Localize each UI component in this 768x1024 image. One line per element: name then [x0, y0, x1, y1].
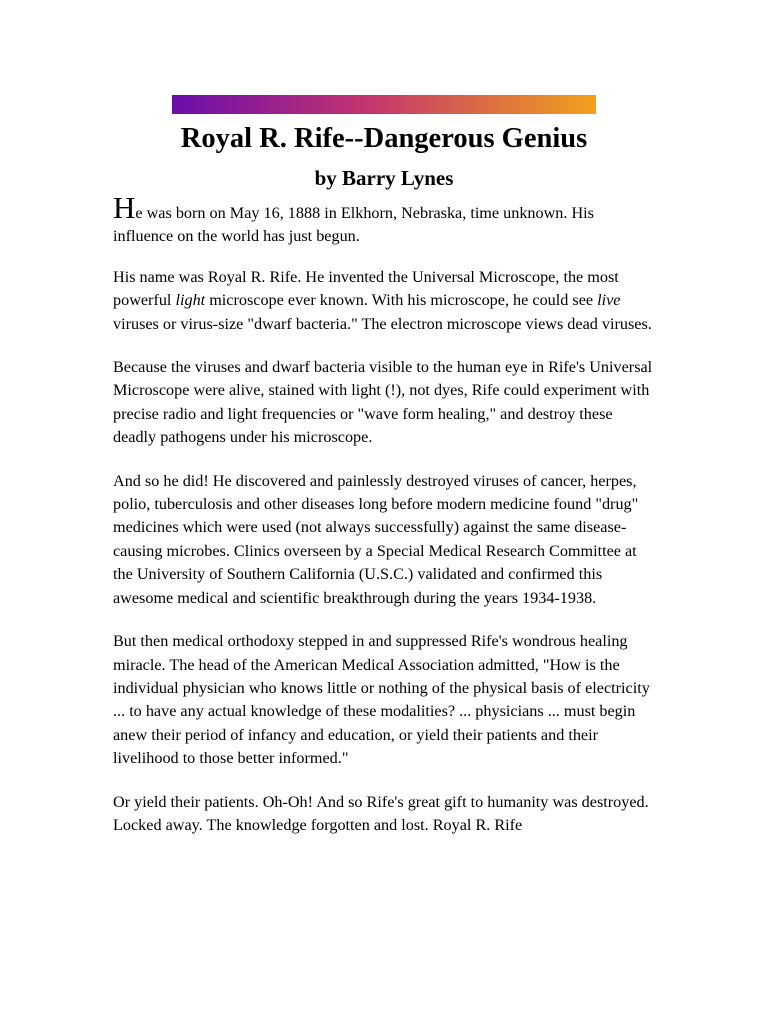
paragraph-2-part-c: viruses or virus-size "dwarf bacteria." The electron microscope views dead viruses. [113, 314, 652, 333]
article-byline: by Barry Lynes [314, 166, 454, 190]
header-gradient-bar [172, 95, 596, 114]
emphasis-live: live [597, 291, 621, 310]
emphasis-light: light [175, 291, 206, 310]
paragraph-2-part-a: His name was Royal R. Rife. He invented the Universal Microscope, the most powerful [113, 267, 619, 310]
paragraph-3: Because the viruses and dwarf bacteria visible to the human eye in Rife's Universal Microscope were alive, stained with light (!), not dyes, Rife could experiment with precise radio and light frequencies or "wave form healing," and destroy these deadly pathogens under his microscope. [113, 358, 653, 447]
paragraph-2-part-b: microscope ever known. With his microscope, he could see [205, 291, 598, 310]
drop-cap: H [113, 190, 136, 225]
paragraph-5: But then medical orthodoxy stepped in and suppressed Rife's wondrous healing miracle. The head of the American Medical Association admitted, "How is the individual physician who knows little or nothing of the physical basis of electricity ... to have any actual knowledge of these modalities? ... physicians ... must begin anew their period of infancy and education, or yield their patients and their livelihood to those better informed." [113, 632, 650, 768]
paragraph-1-text: e was born on May 16, 1888 in Elkhorn, Nebraska, time unknown. His influence on the world has just begun. [113, 204, 594, 246]
paragraph-6: Or yield their patients. Oh-Oh! And so Rife's great gift to humanity was destroyed. Locked away. The knowledge forgotten and lost. Royal R. Rife [113, 792, 649, 834]
paragraph-4: And so he did! He discovered and painlessly destroyed viruses of cancer, herpes, polio, tuberculosis and other diseases long before modern medicine found "drug" medicines which were used (not always successfully) against the same disease-causing microbes. Clinics overseen by a Special Medical Research Committee at the University of Southern California (U.S.C.) validated and confirmed this awesome medical and scientific breakthrough during the years 1934-1938. [113, 471, 639, 607]
article-body [113, 190, 658, 857]
paragraph-1 [113, 190, 658, 249]
paragraph-2 [113, 266, 658, 336]
article-title: Royal R. Rife--Dangerous Genius [180, 123, 588, 154]
